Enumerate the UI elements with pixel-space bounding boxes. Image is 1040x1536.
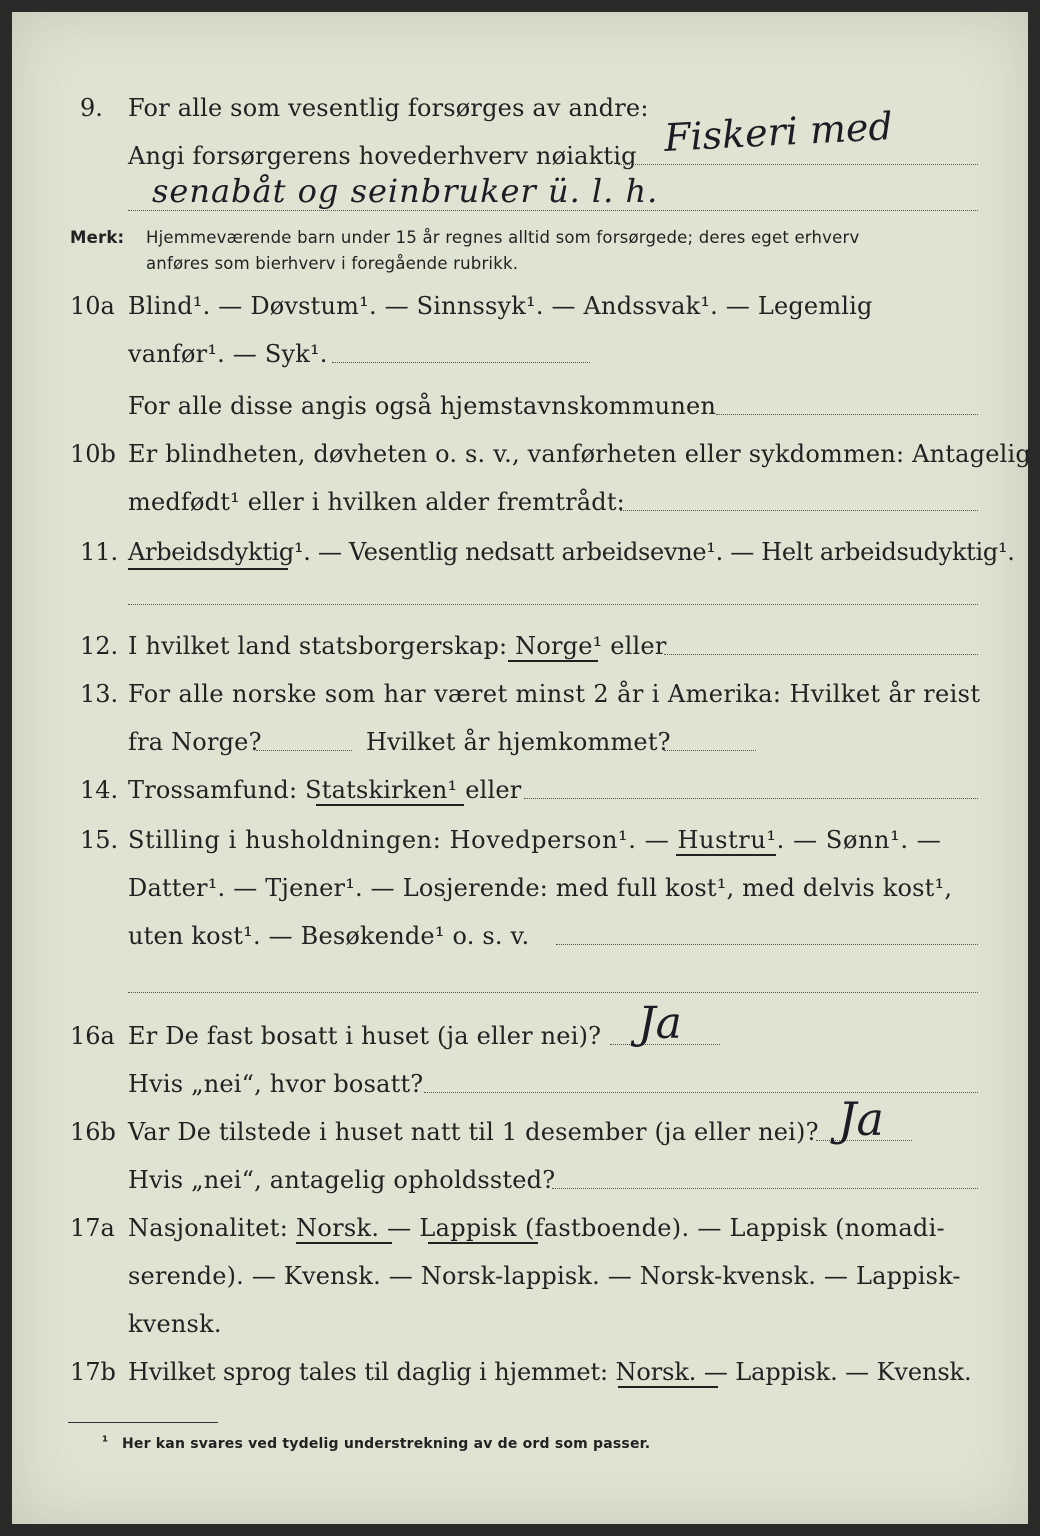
q15-line1: Stilling i husholdningen: Hovedperson¹. — Hustru¹. — Sønn¹. —	[128, 826, 942, 854]
q17a-number: 17a	[70, 1214, 115, 1242]
q12-number: 12.	[80, 632, 119, 660]
q16b-handwritten-answer: Ja	[838, 1092, 884, 1146]
q9-answer-line1	[618, 164, 978, 165]
q12-line1: I hvilket land statsborgerskap: Norge¹ eller	[128, 632, 667, 660]
q11-number: 11.	[80, 538, 119, 566]
q15-underline-hustru	[676, 854, 776, 856]
q9-number: 9.	[80, 94, 103, 122]
q16b-number: 16b	[70, 1118, 116, 1146]
q10a-hjemstavn-line	[716, 414, 978, 415]
q17b-number: 17b	[70, 1358, 116, 1386]
q14-line1: Trossamfund: Statskirken¹ eller	[128, 776, 522, 804]
q9-line2: Angi forsørgerens hovederhverv nøiaktig	[128, 142, 637, 170]
q11-underline-arbeidsdyktig	[128, 568, 288, 570]
q10a-syk-line	[332, 362, 590, 363]
q16b-line1: Var De tilstede i huset natt til 1 desember (ja eller nei)?	[128, 1118, 819, 1146]
q16a-line2: Hvis „nei“, hvor bosatt?	[128, 1070, 424, 1098]
q15-line3: uten kost¹. — Besøkende¹ o. s. v.	[128, 922, 530, 950]
q17b-line1: Hvilket sprog tales til daglig i hjemmet: Norsk. — Lappisk. — Kvensk.	[128, 1358, 972, 1386]
q17a-underline-norsk	[296, 1242, 392, 1244]
q10a-line3: For alle disse angis også hjemstavnskommunen	[128, 392, 717, 420]
q17a-underline-lappisk	[428, 1242, 538, 1244]
q13-line2b: Hvilket år hjemkommet?	[366, 728, 671, 756]
q17a-line3: kvensk.	[128, 1310, 222, 1338]
q9-handwritten-answer1: Fiskeri med	[663, 104, 894, 160]
census-form-page	[12, 12, 1031, 1524]
footnote-text: Her kan svares ved tydelig understrekning av de ord som passer.	[122, 1436, 651, 1452]
q10a-number: 10a	[70, 292, 115, 320]
merk-line2: anføres som bierhverv i foregående rubrikk.	[146, 254, 519, 273]
q15-line2: Datter¹. — Tjener¹. — Losjerende: med full kost¹, med delvis kost¹,	[128, 874, 953, 902]
q13-hjemkommet-line	[664, 750, 756, 751]
q13-reist-line	[256, 750, 352, 751]
q14-answer-line	[524, 798, 978, 799]
q13-line1: For alle norske som har været minst 2 år i Amerika: Hvilket år reist	[128, 680, 981, 708]
q11-line1: Arbeidsdyktig¹. — Vesentlig nedsatt arbeidsevne¹. — Helt arbeidsudyktig¹.	[128, 538, 1015, 566]
footnote-divider	[68, 1422, 218, 1423]
q10a-line1: Blind¹. — Døvstum¹. — Sinnssyk¹. — Andssvak¹. — Legemlig	[128, 292, 873, 320]
q11-answer-line	[128, 604, 978, 605]
merk-line1: Hjemmeværende barn under 15 år regnes alltid som forsørgede; deres eget erhverv	[146, 228, 860, 247]
q15-answer-line	[556, 944, 978, 945]
q10b-number: 10b	[70, 440, 116, 468]
q10b-line2: medfødt¹ eller i hvilken alder fremtrådt:	[128, 488, 625, 516]
q16a-bosatt-line	[424, 1092, 978, 1093]
q12-underline-norge	[508, 660, 598, 662]
q9-handwritten-answer2: senabåt og seinbruker ü. l. h.	[152, 172, 659, 210]
q16a-number: 16a	[70, 1022, 115, 1050]
q17a-line2: serende). — Kvensk. — Norsk-lappisk. — Norsk-kvensk. — Lappisk-	[128, 1262, 961, 1290]
q9-line1: For alle som vesentlig forsørges av andre:	[128, 94, 649, 122]
q10b-answer-line	[620, 510, 978, 511]
q12-answer-line	[664, 654, 978, 655]
q16a-handwritten-answer: Ja	[638, 998, 682, 1049]
q13-line2: fra Norge?	[128, 728, 262, 756]
q16b-line2: Hvis „nei“, antagelig opholdssted?	[128, 1166, 556, 1194]
q16b-opholdssted-line	[552, 1188, 978, 1189]
q13-number: 13.	[80, 680, 119, 708]
q15-number: 15.	[80, 826, 119, 854]
q16a-line1: Er De fast bosatt i huset (ja eller nei)?	[128, 1022, 602, 1050]
footnote-mark: ¹	[102, 1434, 109, 1450]
q14-number: 14.	[80, 776, 119, 804]
q10b-line1: Er blindheten, døvheten o. s. v., vanførheten eller sykdommen: Antagelig	[128, 440, 1031, 468]
q10a-line2: vanfør¹. — Syk¹.	[128, 340, 328, 368]
q17b-underline-norsk	[618, 1386, 718, 1388]
q17a-line1: Nasjonalitet: Norsk. — Lappisk (fastboende). — Lappisk (nomadi-	[128, 1214, 945, 1242]
merk-label: Merk:	[70, 228, 125, 247]
q14-underline-statskirken	[316, 804, 464, 806]
q9-answer-line2	[128, 210, 978, 211]
q15-answer-line2	[128, 992, 978, 993]
